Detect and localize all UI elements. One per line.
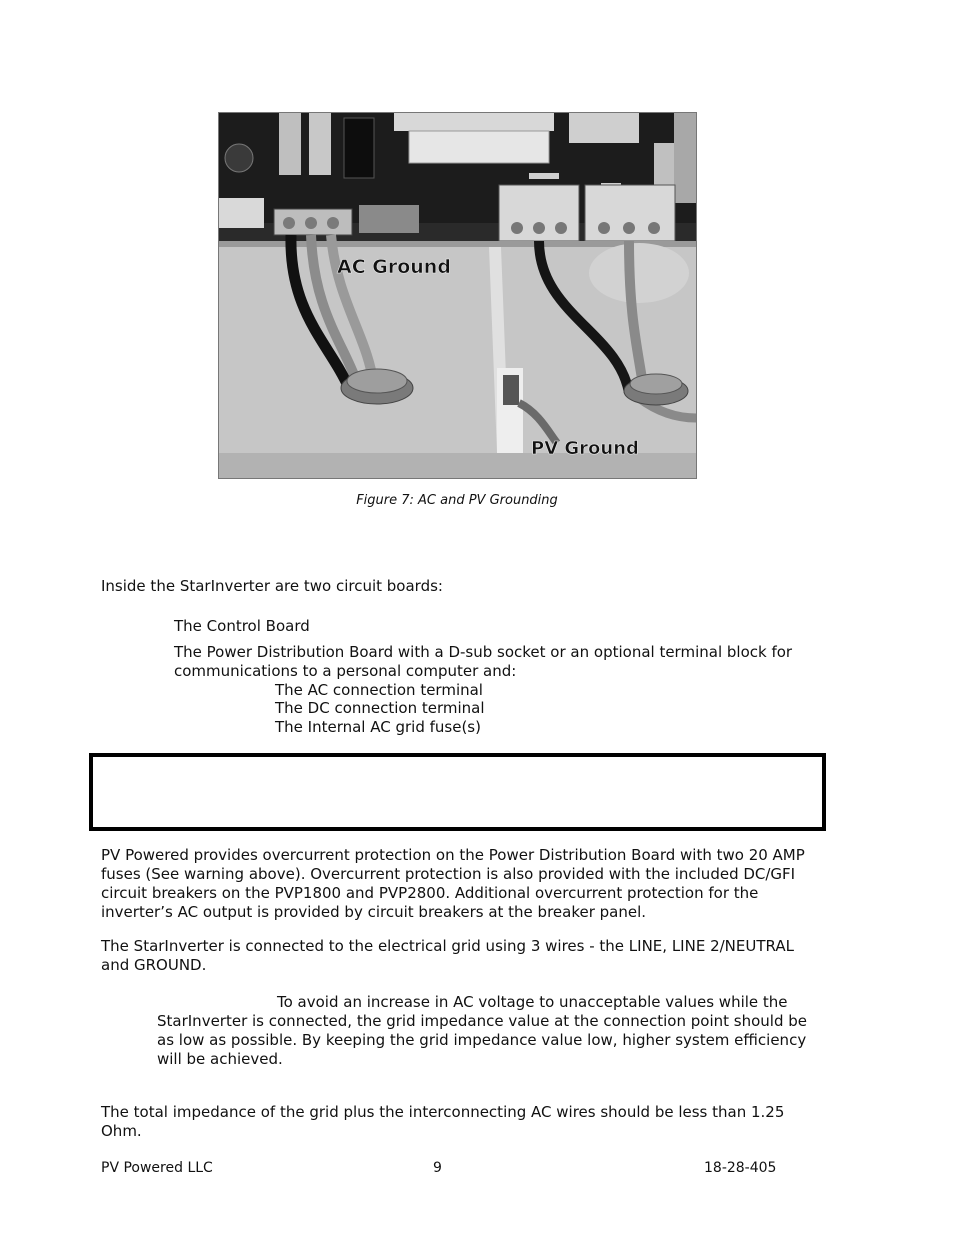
warning-box: [89, 753, 826, 831]
board-subitem-ac-terminal: The AC connection terminal: [275, 681, 483, 699]
grounding-photo: [218, 112, 697, 479]
footer-company: PV Powered LLC: [101, 1160, 213, 1176]
footer-document-id: 18-28-405: [704, 1160, 777, 1176]
impedance-paragraph: The total impedance of the grid plus the interconnecting AC wires should be less than 1.25 Ohm.: [101, 1103, 785, 1140]
ac-ground-label: AC Ground: [337, 256, 451, 278]
wires-paragraph: The StarInverter is connected to the electrical grid using 3 wires - the LINE, LINE 2/NEUTRAL and GROUND.: [101, 937, 794, 974]
photo-illustration: [219, 113, 696, 478]
board-item-power-distribution: The Power Distribution Board with a D-sub socket or an optional terminal block for communications to a personal computer and:: [174, 643, 793, 680]
board-item-control: The Control Board: [174, 617, 310, 635]
board-subitem-dc-terminal: The DC connection terminal: [275, 699, 485, 717]
grid-impedance-note: To avoid an increase in AC voltage to unacceptable values while the StarInverter is connected, the grid impedance value at the connection point should be as low as possible. By keeping the grid impedance value low, higher system efficiency will be achieved.: [157, 993, 807, 1068]
overcurrent-paragraph: PV Powered provides overcurrent protection on the Power Distribution Board with two 20 AMP fuses (See warning above). Overcurrent protection is also provided with the included DC/GFI circuit breakers on the PVP1800 and PVP2800. Additional overcurrent protection for the inverter’s AC output is provided by circuit breakers at the breaker panel.: [101, 846, 805, 921]
footer-page-number: 9: [433, 1160, 442, 1176]
intro-paragraph: Inside the StarInverter are two circuit boards:: [101, 577, 443, 595]
board-subitem-fuses: The Internal AC grid fuse(s): [275, 718, 481, 736]
pv-ground-label: PV Ground: [531, 438, 639, 459]
figure-caption: Figure 7: AC and PV Grounding: [356, 493, 558, 508]
